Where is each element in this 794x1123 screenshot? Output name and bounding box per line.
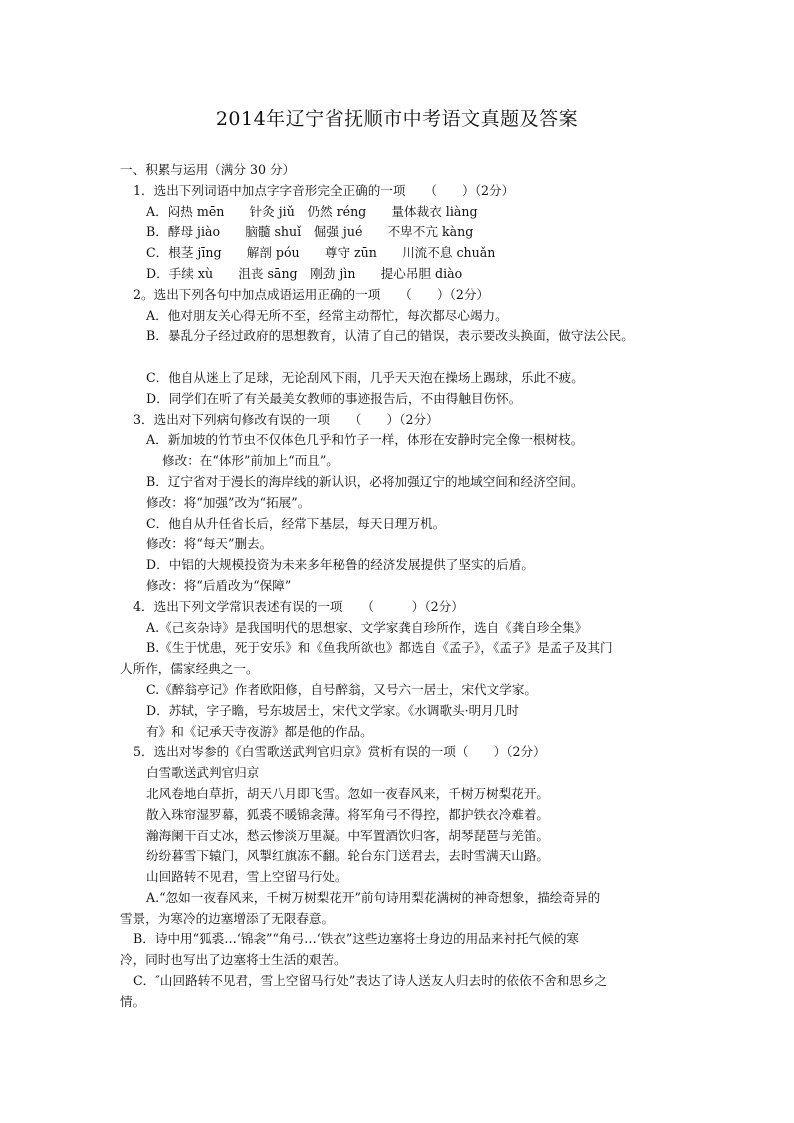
question-3-revision-c: 修改：将“每天”删去。 [146, 536, 273, 552]
poem-line-3: 瀚海阑干百丈冰，愁云惨淡万里凝。中军置酒饮归客，胡琴琵琶与羌笛。 [146, 827, 549, 843]
document-body [120, 160, 680, 1013]
question-1-stem: 1．选出下列词语中加点字字音形完全正确的一项 （ ）（2分） [133, 182, 515, 198]
question-5-option-a-continued: 雪景，为寒冷的边塞增添了无限春意。 [120, 910, 335, 926]
question-1-option-a: A．闷热 mēn 针灸 jiǔ 仍然 réng 量体裁衣 liàng [146, 203, 478, 219]
question-2-stem: 2。选出下列各句中加点成语运用正确的一项 （ ）（2分） [133, 286, 490, 302]
question-5-stem: 5．选出对岑参的《白雪歌送武判官归京》赏析有误的一项（ ）（2分） [133, 744, 546, 760]
question-5-option-c-continued: 情。 [120, 993, 146, 1009]
question-1-option-d: D．手续 xù 沮丧 sāng 刚劲 jìn 提心吊胆 diào [146, 265, 463, 281]
question-4-option-c: C.《醉翁亭记》作者欧阳修，自号醉翁，又号六一居士，宋代文学家。 [146, 681, 538, 697]
question-3-revision-d: 修改：将“后盾改为“保障” [146, 577, 292, 593]
question-2-option-d: D．同学们在听了有关最美女教师的事迹报告后，不由得触目伤怀。 [146, 390, 522, 406]
question-5-option-b: B．诗中用“狐裘…‘锦衾”“角弓…‘铁衣”这些边塞将士身边的用品来衬托气候的寒 [133, 931, 580, 947]
question-4-option-b: B.《生于忧患，死于安乐》和《鱼我所欲也》都选自《孟子》，《孟子》是孟子及其门 [146, 640, 613, 656]
question-3-stem: 3．选出对下列病句修改有误的一项 （ ）（2分） [133, 411, 439, 427]
poem-line-1: 北风卷地白草折，胡天八月即飞雪。忽如一夜春风来，千树万树梨花开。 [146, 785, 549, 801]
question-3-option-d: D．中铝的大规模投资为未来多年秘鲁的经济发展提供了坚实的后盾。 [146, 557, 534, 573]
blank-line [120, 347, 680, 368]
question-4-option-b-continued: 人所作，儒家经典之一。 [120, 661, 259, 677]
question-4-option-a: A.《己亥杂诗》是我国明代的思想家、文学家龚自珍所作，选自《龚自珍全集》 [146, 619, 588, 635]
question-1-option-c: C．根茎 jīng 解剖 póu 尊守 zūn 川流不息 chuǎn [146, 245, 496, 261]
poem-title: 白雪歌送武判官归京 [146, 765, 260, 781]
question-4-option-d-continued: 有》和《记承天寺夜游》都是他的作品。 [146, 723, 373, 739]
section-heading: 一、积累与运用（满分 30 分） [120, 162, 296, 177]
question-2-option-c: C．他自从迷上了足球，无论刮风下雨，几乎天天泡在操场上踢球，乐此不疲。 [146, 369, 584, 385]
question-1-option-b: B．酵母 jiào 脑髓 shuǐ 倔强 jué 不卑不亢 kàng [146, 224, 474, 240]
question-4-option-d: D．苏轼，字子瞻，号东坡居士，宋代文学家。《水调歌头·明月几时 [146, 702, 520, 718]
poem-line-5: 山回路转不见君，雪上空留马行处。 [146, 869, 348, 885]
question-5-option-a: A.“忽如一夜春风来，千树万树梨花开”前句诗用梨花满树的神奇想象，描绘奇异的 [146, 889, 601, 905]
poem-line-4: 纷纷暮雪下辕门，风掣红旗冻不翻。轮台东门送君去，去时雪满天山路。 [146, 848, 549, 864]
document-title: 2014年辽宁省抚顺市中考语文真题及答案 [215, 108, 579, 130]
question-2-option-a: A．他对朋友关心得无所不至，经常主动帮忙，每次都尽心竭力。 [146, 307, 508, 323]
question-3-option-a: A．新加坡的竹节虫不仅体色几乎和竹子一样，体形在安静时完全像一根树枝。 [146, 432, 584, 448]
question-3-revision-a: 修改：在“体形”前加上“而且”。 [162, 453, 339, 469]
question-3-revision-b: 修改：将“加强”改为“拓展”。 [146, 494, 311, 510]
question-4-stem: 4．选出下列文学常识表述有误的一项 （ ）（2分） [133, 598, 464, 614]
question-3-option-b: B．辽宁省对于漫长的海岸线的新认识，必将加强辽宁的地域空间和经济空间。 [146, 473, 584, 489]
question-3-option-c: C．他自从升任省长后，经常下基层，每天日理万机。 [146, 515, 446, 531]
question-5-option-b-continued: 冷，同时也写出了边塞将士生活的艰苦。 [120, 952, 347, 968]
question-5-option-c: C．″山回路转不见君，雪上空留马行处”表达了诗人送友人归去时的依依不舍和思乡之 [133, 973, 608, 989]
question-2-option-b: B．暴乱分子经过政府的思想教育，认清了自己的错误，表示要改头换面，做守法公民。 [146, 328, 634, 344]
poem-line-2: 散入珠帘湿罗幕，狐裘不暖锦衾薄。将军角弓不得控，都护铁衣冷难着。 [146, 806, 549, 822]
